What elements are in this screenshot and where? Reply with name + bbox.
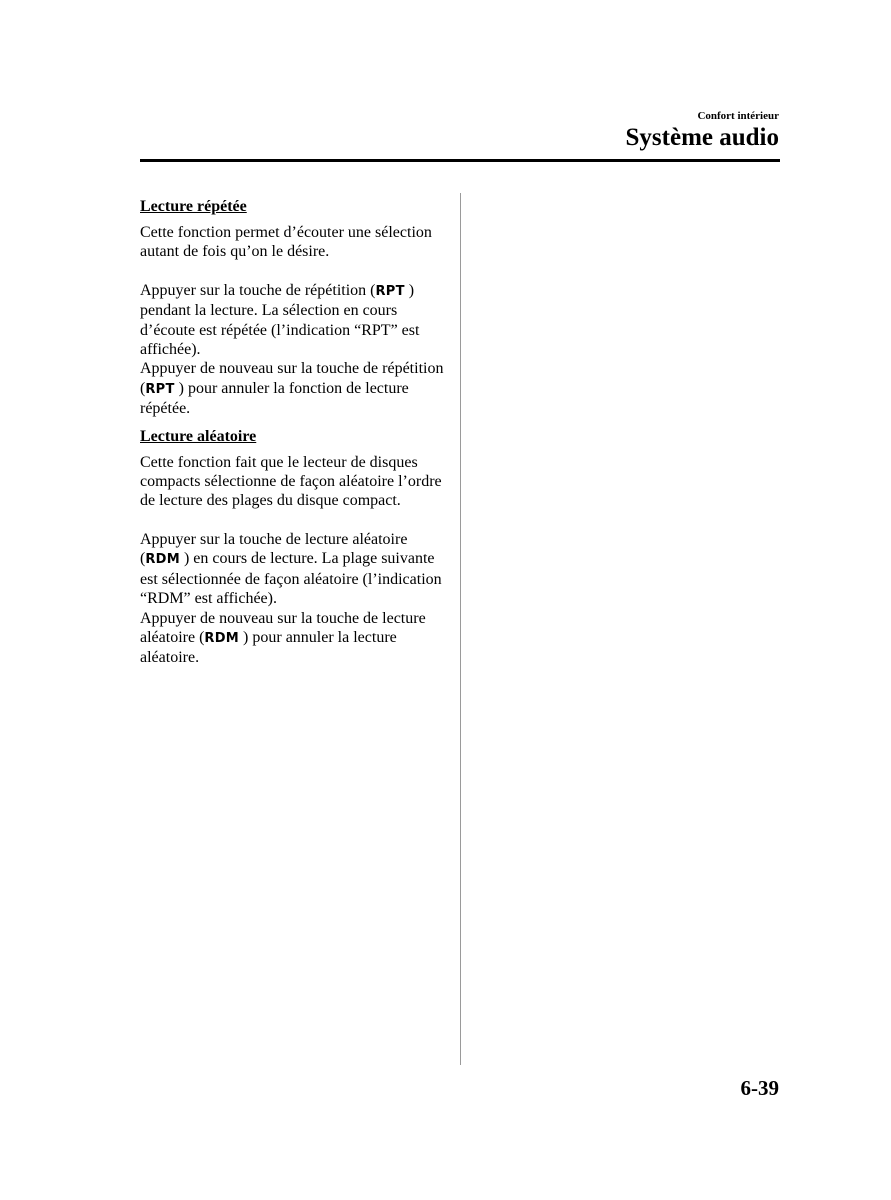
rdm-button-label: RDM [204, 630, 240, 646]
random-step-2-text-b: ) pour annuler la lecture aléatoire. [140, 628, 397, 667]
random-intro: Cette fonction fait que le lecteur de disques compacts sélectionne de façon aléatoire l’ordre de lecture des plages du disque compact. [140, 453, 442, 510]
repeat-step-1 [140, 281, 450, 360]
paragraph-gap [140, 262, 450, 281]
section-gap [140, 419, 450, 427]
random-step-1-text-b: ) en cours de lecture. La plage suivante est sélectionnée de façon aléatoire (l’indication “RDM” est affichée). [140, 550, 442, 608]
repeat-intro: Cette fonction permet d’écouter une sélection autant de fois qu’on le désire. [140, 224, 432, 261]
random-step-1 [140, 530, 450, 609]
paragraph-gap [140, 511, 450, 530]
repeat-heading: Lecture répétée [140, 198, 247, 215]
page-number: 6-39 [740, 1076, 779, 1100]
rpt-button-label: RPT [145, 381, 175, 397]
random-step-2-text-a: Appuyer de nouveau sur la touche de lecture aléatoire ( [140, 609, 426, 646]
repeat-step-1-text-a: Appuyer sur la touche de répétition ( [140, 281, 376, 299]
rpt-button-label: RPT [375, 283, 405, 299]
random-step-1-text-a: Appuyer sur la touche de lecture aléatoire ( [140, 530, 408, 568]
repeat-step-2 [140, 359, 450, 418]
page-title: Système audio [625, 124, 779, 151]
column-divider [460, 193, 461, 1065]
section-label: Confort intérieur [697, 110, 779, 122]
main-column [140, 197, 450, 668]
repeat-step-1-text-b: ) pendant la lecture. La sélection en cours d’écoute est répétée (l’indication “RPT” est affichée). [140, 281, 420, 359]
header-rule [140, 159, 780, 162]
random-step-2 [140, 609, 450, 668]
random-heading: Lecture aléatoire [140, 427, 257, 445]
repeat-step-2-text-b: ) pour annuler la fonction de lecture répétée. [140, 379, 409, 418]
repeat-step-2-text-a: Appuyer de nouveau sur la touche de répétition ( [140, 360, 444, 397]
page-header [626, 109, 779, 153]
rdm-button-label: RDM [145, 552, 180, 568]
